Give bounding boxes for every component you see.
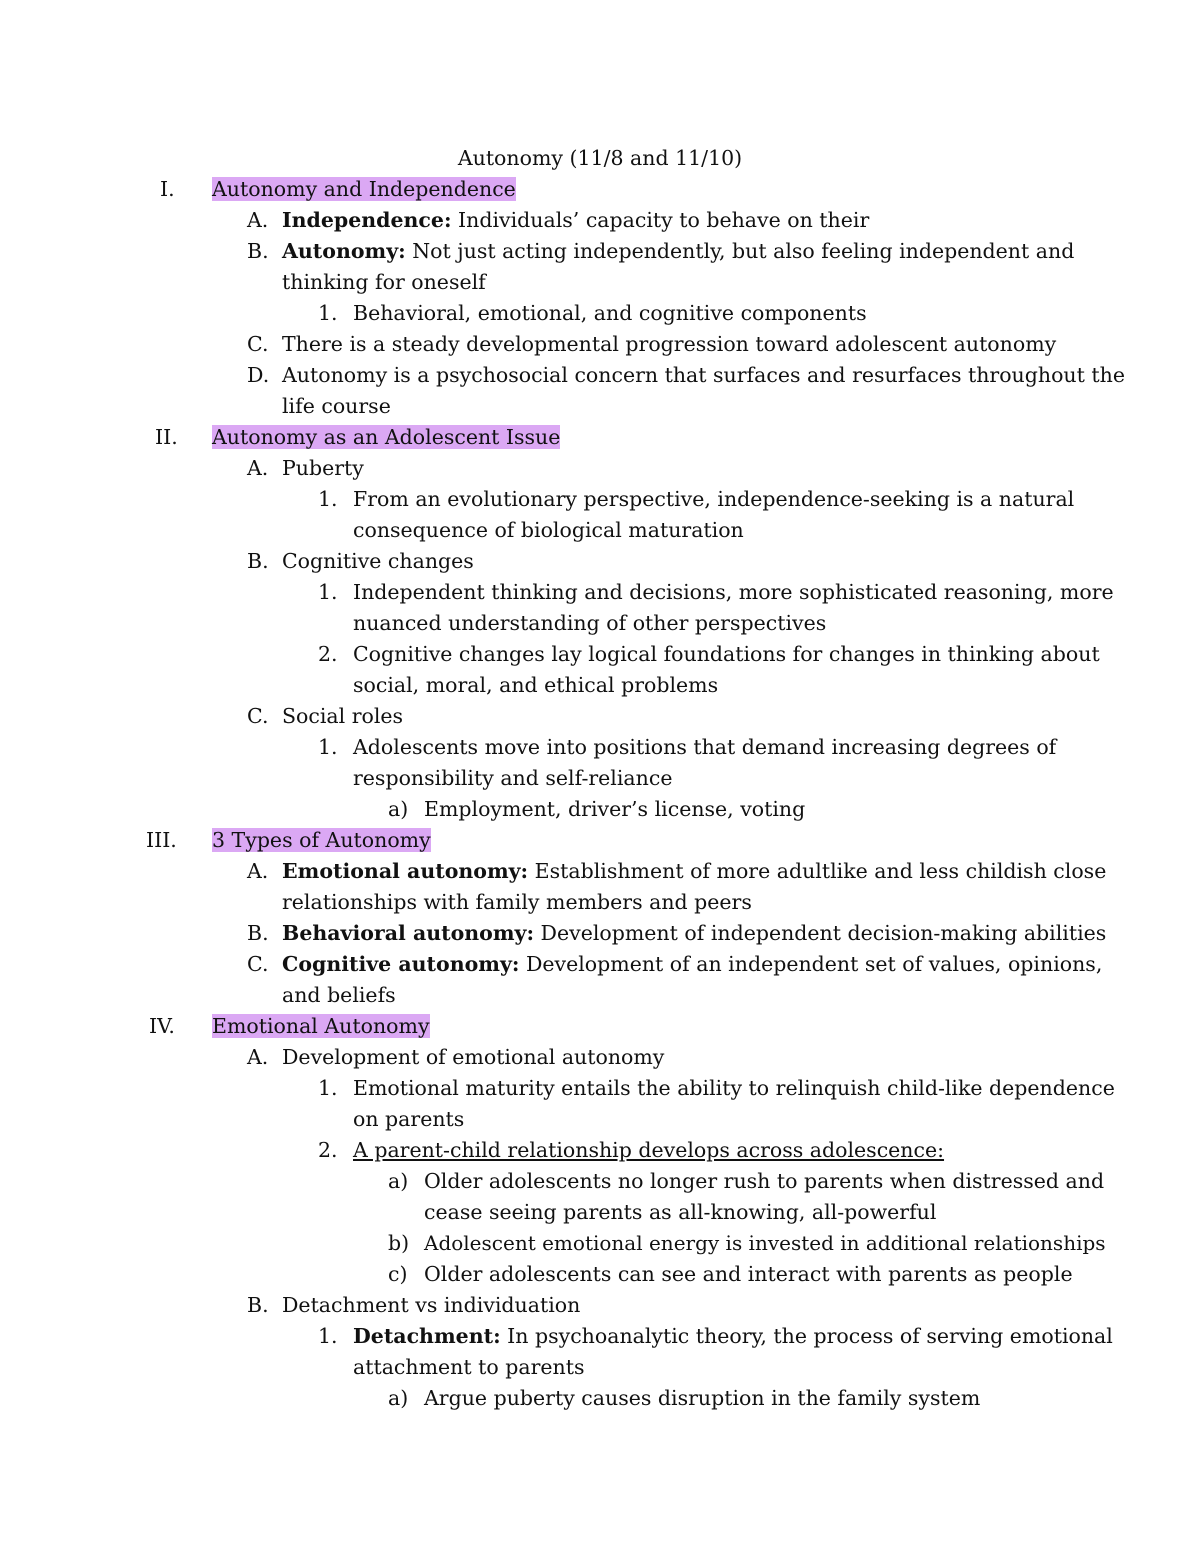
- outline-item: [282, 236, 1074, 267]
- term: Cognitive autonomy:: [282, 952, 520, 976]
- item-text: Not just acting independently, but also feeling independent and: [405, 239, 1075, 263]
- outline-item: Development of emotional autonomy: [282, 1045, 665, 1069]
- item-marker: a): [388, 1386, 409, 1410]
- outline-item: Autonomy is a psychosocial concern that surfaces and resurfaces throughout the: [282, 363, 1125, 387]
- outline-item: [282, 918, 1106, 949]
- item-marker: C.: [247, 704, 269, 728]
- section-heading: [212, 174, 516, 205]
- item-text: Individuals’ capacity to behave on their: [451, 208, 870, 232]
- outline-item: Puberty: [282, 456, 364, 480]
- section-numeral: IV.: [149, 1014, 175, 1038]
- item-marker: A.: [247, 456, 269, 480]
- item-continuation: thinking for oneself: [282, 270, 486, 294]
- outline-item-underlined: A parent-child relationship develops across adolescence:: [353, 1138, 945, 1162]
- section-heading: [212, 422, 560, 453]
- outline-item: Adolescent emotional energy is invested in additional relationships: [424, 1231, 1106, 1255]
- heading-highlight: Emotional Autonomy: [212, 1014, 430, 1038]
- item-text: Establishment of more adultlike and less childish close: [528, 859, 1107, 883]
- outline-item: Detachment vs individuation: [282, 1293, 581, 1317]
- item-marker: 2.: [318, 1138, 338, 1162]
- outline-item: Emotional maturity entails the ability to relinquish child-like dependence: [353, 1076, 1115, 1100]
- section-heading: [212, 825, 431, 856]
- outline-item: From an evolutionary perspective, independence-seeking is a natural: [353, 487, 1075, 511]
- section-heading: [212, 1011, 430, 1042]
- outline-item: [282, 856, 1106, 887]
- item-continuation: life course: [282, 394, 391, 418]
- heading-highlight: Autonomy and Independence: [212, 177, 516, 201]
- item-marker: D.: [247, 363, 270, 387]
- item-marker: c): [388, 1262, 408, 1286]
- outline-item: Behavioral, emotional, and cognitive components: [353, 301, 867, 325]
- outline-item: Employment, driver’s license, voting: [424, 797, 806, 821]
- outline-item: There is a steady developmental progression toward adolescent autonomy: [282, 332, 1057, 356]
- item-continuation: consequence of biological maturation: [353, 518, 744, 542]
- section-numeral: I.: [160, 177, 175, 201]
- item-continuation: cease seeing parents as all-knowing, all-powerful: [424, 1200, 937, 1224]
- section-numeral: III.: [146, 828, 177, 852]
- item-marker: 1.: [318, 1324, 338, 1348]
- item-continuation: responsibility and self-reliance: [353, 766, 673, 790]
- outline-item: [282, 205, 869, 236]
- heading-highlight: Autonomy as an Adolescent Issue: [212, 425, 561, 449]
- item-marker: B.: [247, 921, 269, 945]
- item-marker: B.: [247, 1293, 269, 1317]
- heading-highlight: 3 Types of Autonomy: [212, 828, 431, 852]
- item-marker: 1.: [318, 735, 338, 759]
- item-continuation: nuanced understanding of other perspectives: [353, 611, 827, 635]
- item-marker: B.: [247, 239, 269, 263]
- outline-item: Adolescents move into positions that demand increasing degrees of: [353, 735, 1057, 759]
- item-marker: C.: [247, 332, 269, 356]
- outline-item: [353, 1321, 1113, 1352]
- item-text: In psychoanalytic theory, the process of serving emotional: [500, 1324, 1113, 1348]
- item-text: Development of an independent set of values, opinions,: [519, 952, 1103, 976]
- outline-item: Older adolescents can see and interact with parents as people: [424, 1262, 1073, 1286]
- term: Emotional autonomy:: [282, 859, 529, 883]
- item-marker: A.: [247, 1045, 269, 1069]
- item-marker: A.: [247, 208, 269, 232]
- outline-item: Cognitive changes: [282, 549, 474, 573]
- item-marker: 2.: [318, 642, 338, 666]
- item-continuation: on parents: [353, 1107, 465, 1131]
- item-marker: A.: [247, 859, 269, 883]
- term: Autonomy:: [282, 239, 406, 263]
- item-marker: B.: [247, 549, 269, 573]
- term: Detachment:: [353, 1324, 501, 1348]
- item-marker: C.: [247, 952, 269, 976]
- item-continuation: social, moral, and ethical problems: [353, 673, 719, 697]
- item-text: Development of independent decision-making abilities: [534, 921, 1107, 945]
- outline-item: Independent thinking and decisions, more sophisticated reasoning, more: [353, 580, 1114, 604]
- section-numeral: II.: [155, 425, 178, 449]
- term: Independence:: [282, 208, 452, 232]
- item-marker: 1.: [318, 487, 338, 511]
- item-continuation: and beliefs: [282, 983, 396, 1007]
- outline-item: Argue puberty causes disruption in the family system: [424, 1386, 981, 1410]
- outline-item: Older adolescents no longer rush to parents when distressed and: [424, 1169, 1105, 1193]
- item-continuation: attachment to parents: [353, 1355, 585, 1379]
- item-continuation: relationships with family members and peers: [282, 890, 752, 914]
- outline-item: Social roles: [282, 704, 404, 728]
- item-marker: 1.: [318, 1076, 338, 1100]
- item-marker: 1.: [318, 580, 338, 604]
- term: Behavioral autonomy:: [282, 921, 535, 945]
- item-marker: a): [388, 797, 409, 821]
- item-marker: b): [388, 1231, 410, 1255]
- document-title: Autonomy (11/8 and 11/10): [457, 146, 743, 170]
- item-marker: 1.: [318, 301, 338, 325]
- item-marker: a): [388, 1169, 409, 1193]
- outline-item: Cognitive changes lay logical foundations for changes in thinking about: [353, 642, 1100, 666]
- outline-item: [282, 949, 1102, 980]
